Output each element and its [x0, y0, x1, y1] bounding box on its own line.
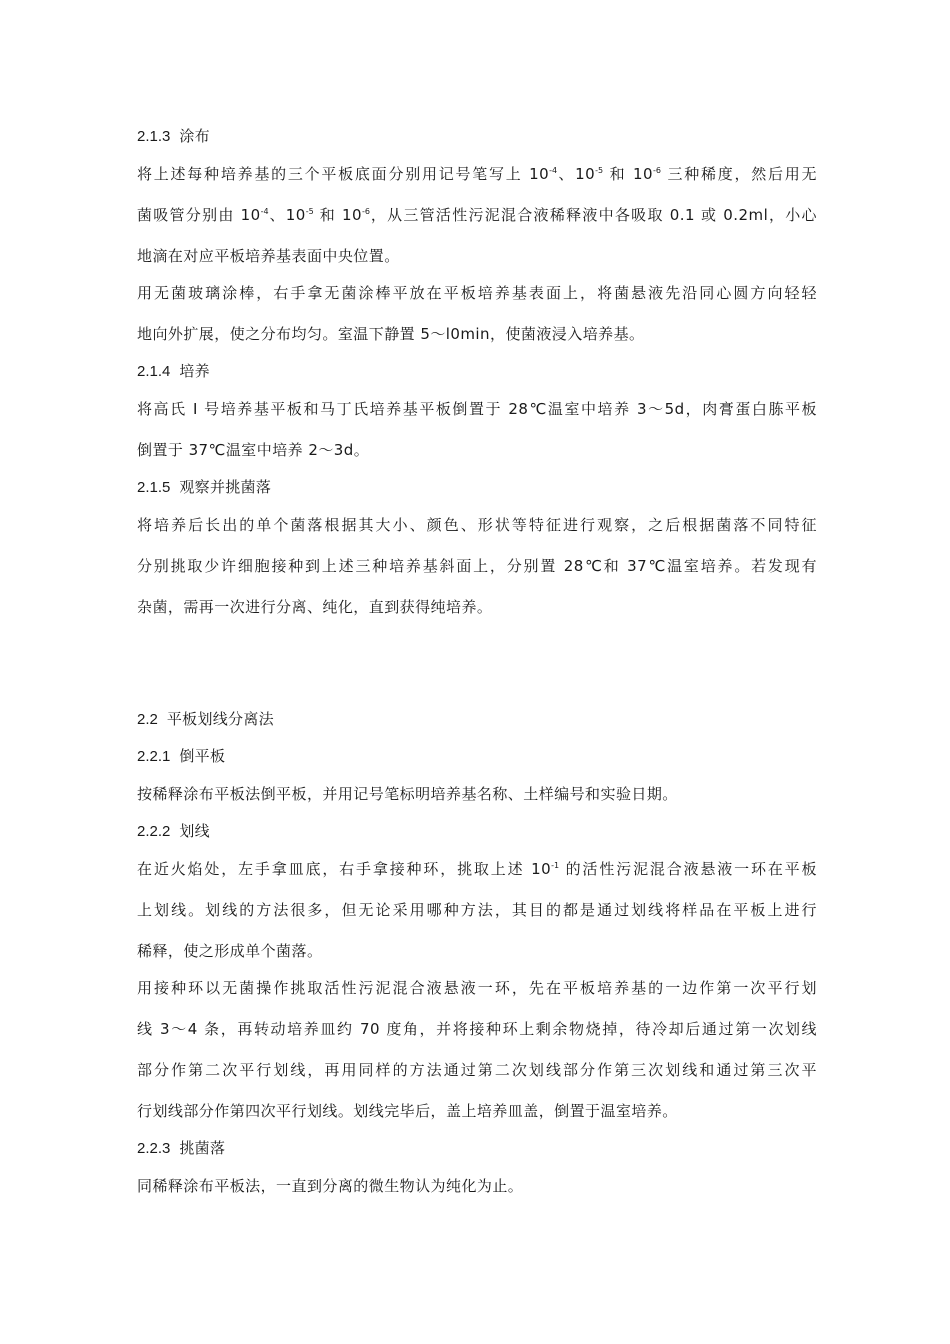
paragraph-line: 倒置于 37℃温室中培养 2～3d。: [137, 441, 370, 459]
paragraph-line: 将上述每种培养基的三个平板底面分别用记号笔写上 $10^{-4}$、$10^{-5}$ 和 $10^{-6}$ 三种稀度，然后用无: [137, 165, 817, 183]
paragraph-line: 部分作第二次平行划线，再用同样的方法通过第二次划线部分作第三次划线和通过第三次平: [137, 1061, 817, 1079]
paragraph-line: 杂菌，需再一次进行分离、纯化，直到获得纯培养。: [137, 598, 493, 616]
paragraph-line: 在近火焰处，左手拿皿底，右手拿接种环，挑取上述 $10^{-1}$ 的活性污泥混合液悬液一环在平板: [137, 860, 817, 878]
paragraph-line: 线 3～4 条，再转动培养皿约 70 度角，并将接种环上剩余物烧掉，待冷却后通过第一次划线: [137, 1020, 817, 1038]
section-heading-2-2-3: [137, 1138, 817, 1159]
paragraph-line: 同稀释涂布平板法，一直到分离的微生物认为纯化为止。: [137, 1177, 524, 1195]
paragraph-line: 行划线部分作第四次平行划线。划线完毕后，盖上培养皿盖，倒置于温室培养。: [137, 1102, 678, 1120]
section-heading-2-1-3: [137, 126, 817, 147]
section-heading-2-2: [137, 709, 817, 730]
section-title: 划线: [179, 822, 210, 840]
section-title: 挑菌落: [179, 1139, 226, 1157]
paragraph-line: 将培养后长出的单个菌落根据其大小、颜色、形状等特征进行观察，之后根据菌落不同特征: [137, 516, 817, 534]
section-title: 平板划线分离法: [166, 710, 274, 728]
section-title: 涂布: [179, 127, 210, 145]
paragraph-line: 用接种环以无菌操作挑取活性污泥混合液悬液一环，先在平板培养基的一边作第一次平行划: [137, 979, 817, 997]
section-title: 倒平板: [179, 747, 226, 765]
section-title: 观察并挑菌落: [179, 478, 272, 496]
paragraph-line: 上划线。划线的方法很多，但无论采用哪种方法，其目的都是通过划线将样品在平板上进行: [137, 901, 817, 919]
paragraph-line: 用无菌玻璃涂棒，右手拿无菌涂棒平放在平板培养基表面上，将菌悬液先沿同心圆方向轻轻: [137, 284, 817, 302]
section-number: 2.1.5: [137, 479, 171, 496]
paragraph-line: 分别挑取少许细胞接种到上述三种培养基斜面上，分别置 28℃和 37℃温室培养。若发现有: [137, 557, 817, 575]
section-number: 2.1.3: [137, 128, 171, 145]
paragraph-line: 地向外扩展，使之分布均匀。室温下静置 5～l0min，使菌液浸入培养基。: [137, 325, 645, 343]
section-title: 培养: [179, 362, 210, 380]
paragraph-line: 菌吸管分别由 $10^{-4}$、$10^{-5}$ 和 $10^{-6}$，从三管活性污泥混合液稀释液中各吸取 0.1 或 0.2ml，小心: [137, 206, 817, 224]
section-number: 2.2.3: [137, 1140, 171, 1157]
paragraph-line: 按稀释涂布平板法倒平板，并用记号笔标明培养基名称、土样编号和实验日期。: [137, 785, 678, 803]
section-number: 2.2.2: [137, 823, 171, 840]
paragraph-line: 地滴在对应平板培养基表面中央位置。: [137, 247, 400, 265]
section-heading-2-2-1: [137, 746, 817, 767]
section-number: 2.2.1: [137, 748, 171, 765]
section-heading-2-2-2: [137, 821, 817, 842]
section-heading-2-1-4: [137, 361, 817, 382]
section-heading-2-1-5: [137, 477, 817, 498]
paragraph-line: 将高氏 I 号培养基平板和马丁氏培养基平板倒置于 28℃温室中培养 3～5d，肉膏蛋白胨平板: [137, 400, 817, 418]
paragraph-line: 稀释，使之形成单个菌落。: [137, 942, 323, 960]
section-number: 2.2: [137, 711, 158, 728]
section-number: 2.1.4: [137, 363, 171, 380]
